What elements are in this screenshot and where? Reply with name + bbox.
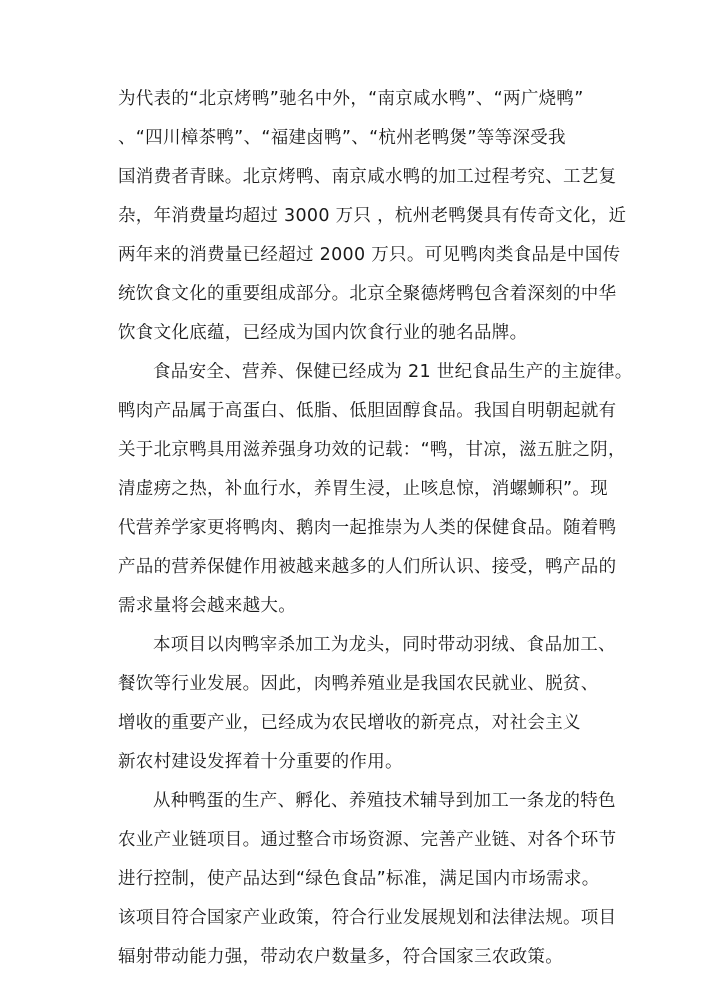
text-line: 清虚痨之热，补血行水，养胃生浸，止咳息惊，消螺蛳积”。现 [118,479,608,499]
text-line: 农业产业链项目。通过整合市场资源、完善产业链、对各个环节 [118,830,617,850]
text-line: 产品的营养保健作用被越来越多的人们所认识、接受，鸭产品的 [118,557,617,577]
text-line: 新农村建设发挥着十分重要的作用。 [118,752,403,772]
text-line: 杂，年消费量均超过 3000 万只 ，杭州老鸭煲具有传奇文化，近 [118,206,627,226]
text-line: 增收的重要产业，已经成为农民增收的新亮点，对社会主义 [118,713,581,733]
text-line: 辐射带动能力强，带动农户数量多，符合国家三农政策。 [118,947,563,967]
text-line: 餐饮等行业发展。因此，肉鸭养殖业是我国农民就业、脱贫、 [118,674,599,694]
text-line: 鸭肉产品属于高蛋白、低脂、低胆固醇食品。我国自明朝起就有 [118,401,617,421]
paragraph-first-line: 本项目以肉鸭宰杀加工为龙头，同时带动羽绒、食品加工、 [153,635,616,655]
text-line: 需求量将会越来越大。 [118,596,296,616]
paragraph-first-line: 食品安全、营养、保健已经成为 21 世纪食品生产的主旋律。 [153,362,633,382]
text-line: 国消费者青睐。北京烤鸭、南京咸水鸭的加工过程考究、工艺复 [118,167,617,187]
text-line: 该项目符合国家产业政策，符合行业发展规划和法律法规。项目 [118,908,617,928]
text-line: 统饮食文化的重要组成部分。北京全聚德烤鸭包含着深刻的中华 [118,284,617,304]
text-line: 进行控制，使产品达到“绿色食品”标准，满足国内市场需求。 [118,869,600,889]
text-line: 饮食文化底蕴，已经成为国内饮食行业的驰名品牌。 [118,323,528,343]
text-line: 为代表的“北京烤鸭”驰名中外，“南京咸水鸭”、“两广烧鸭” [118,89,584,109]
text-line: 代营养学家更将鸭肉、鹅肉一起推崇为人类的保健食品。随着鸭 [118,518,617,538]
text-line: 关于北京鸭具用滋养强身功效的记载：“鸭，甘凉，滋五脏之阴， [118,440,626,460]
paragraph-first-line: 从种鸭蛋的生产、孵化、养殖技术辅导到加工一条龙的特色 [153,791,616,811]
text-line: 、“四川樟茶鸭”、“福建卤鸭”、“杭州老鸭煲”等等深受我 [118,128,566,148]
text-line: 两年来的消费量已经超过 2000 万只。可见鸭肉类食品是中国传 [118,245,621,265]
